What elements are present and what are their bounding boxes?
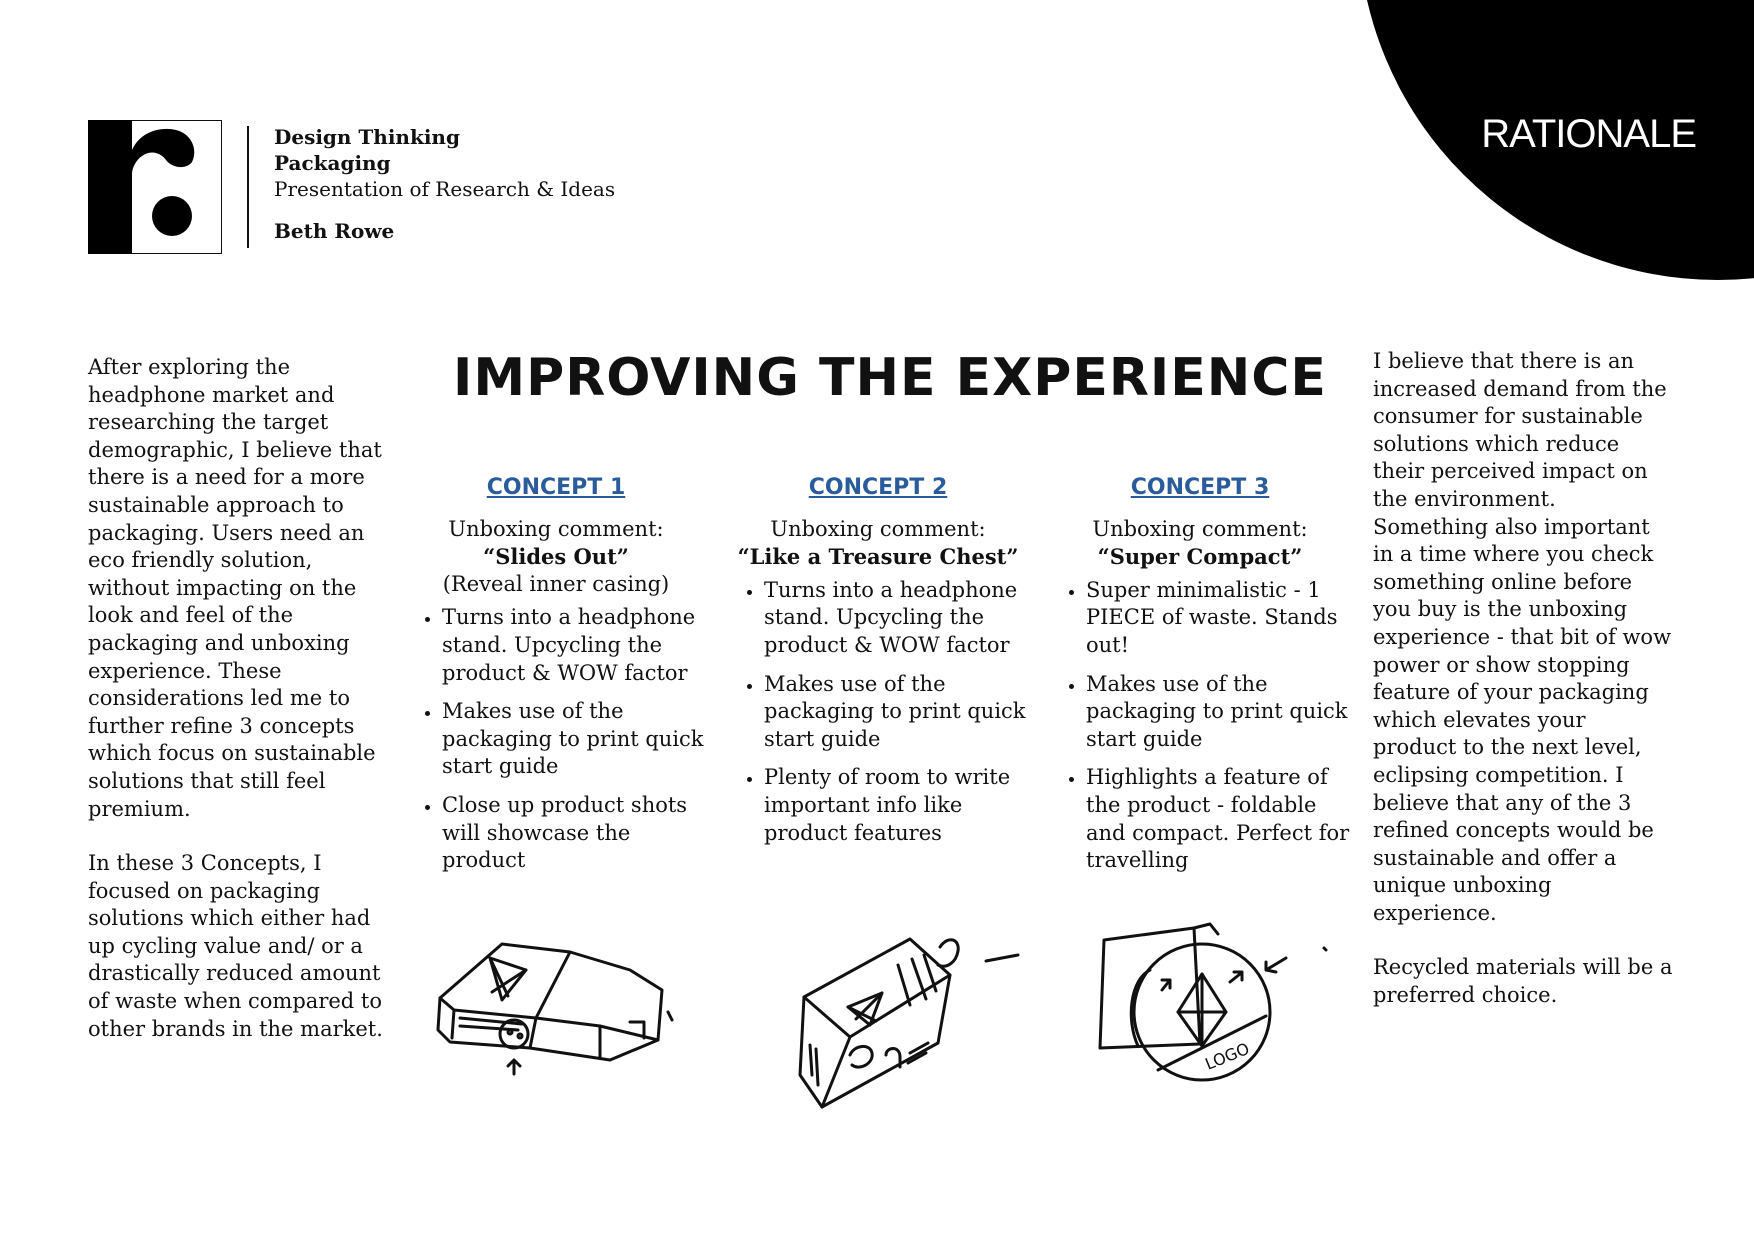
concept-1-bullets [406, 604, 706, 874]
concept-3-bullet: • Highlights a feature of the product - foldable and compact. Perfect for travelling [1086, 764, 1350, 874]
brand-logo-icon [88, 120, 222, 254]
concept-3-heading: CONCEPT 3 [1130, 475, 1270, 500]
left-intro-text [88, 354, 388, 1070]
concept-3-sketch-icon [1090, 920, 1330, 1090]
concept-3-bullet: • Makes use of the packaging to print quick start guide [1086, 671, 1350, 754]
concept-3-bullet: • Super minimalistic - 1 PIECE of waste. Stands out! [1086, 577, 1350, 660]
right-paragraph-2: Recycled materials will be a preferred choice. [1373, 955, 1673, 1008]
header-text [274, 124, 615, 244]
concept-2-bullet: • Makes use of the packaging to print quick start guide [764, 671, 1028, 754]
concept-2-bullets [728, 577, 1028, 847]
concept-1-bullet: • Close up product shots will showcase the product [442, 792, 706, 875]
concept-2-bullet: • Plenty of room to write important info like product features [764, 764, 1028, 847]
concept-2-sketch-icon [790, 925, 1030, 1115]
right-paragraph-1: I believe that there is an increased demand from the consumer for sustainable solutions which reduce their perceived impact on the environment. Something also important in a time where you check something online before you buy is the unboxing experience - that bit of wow power or show stopping feature of your packaging which elevates your product to the next level, eclipsing competition. I believe that any of the 3 refined concepts would be sustainable and offer a unique unboxing experience. [1373, 349, 1672, 925]
concept-1-note: (Reveal inner casing) [442, 571, 670, 596]
concept-3-quote: “Super Compact” [1097, 544, 1303, 570]
concept-1-sketch-icon [430, 930, 680, 1080]
concept-2 [728, 474, 1028, 858]
left-paragraph-1: After exploring the headphone market and researching the target demographic, I believe that there is a need for a more sustainable approach to packaging. Users need an eco friendly solution, without impacting on the look and feel of the packaging and unboxing experience. These considerations led me to further refine 3 concepts which focus on sustainable solutions that still feel premium. [88, 355, 382, 821]
header-divider [247, 126, 249, 248]
concept-3 [1050, 474, 1350, 886]
concept-3-comment-label: Unboxing comment: [1092, 516, 1308, 541]
page-title: IMPROVING THE EXPERIENCE [453, 348, 1327, 408]
author-name: Beth Rowe [274, 219, 395, 243]
course-title-line1: Design Thinking [274, 125, 460, 149]
concept-1-bullet: • Turns into a headphone stand. Upcycling the product & WOW factor [442, 604, 706, 687]
concept-2-comment-label: Unboxing comment: [770, 516, 986, 541]
header-subtitle: Presentation of Research & Ideas [274, 177, 616, 201]
concept-3-logo-label: LOGO [1202, 1038, 1253, 1074]
concept-2-bullet: • Turns into a headphone stand. Upcycling the product & WOW factor [764, 577, 1028, 660]
concept-1-heading: CONCEPT 1 [486, 475, 626, 500]
concept-1-comment-label: Unboxing comment: [448, 516, 664, 541]
section-label: RATIONALE [1481, 112, 1696, 156]
concept-2-quote: “Like a Treasure Chest” [737, 544, 1019, 570]
concept-3-bullets [1050, 577, 1350, 875]
right-rationale-text [1373, 348, 1673, 1037]
left-paragraph-2: In these 3 Concepts, I focused on packaging solutions which either had up cycling value and/ or a drastically reduced amount of waste when compared to other brands in the market. [88, 851, 383, 1041]
course-title-line2: Packaging [274, 151, 391, 175]
concept-1 [406, 474, 706, 886]
concept-1-bullet: • Makes use of the packaging to print quick start guide [442, 698, 706, 781]
concept-1-quote: “Slides Out” [483, 544, 629, 570]
concept-2-heading: CONCEPT 2 [808, 475, 948, 500]
